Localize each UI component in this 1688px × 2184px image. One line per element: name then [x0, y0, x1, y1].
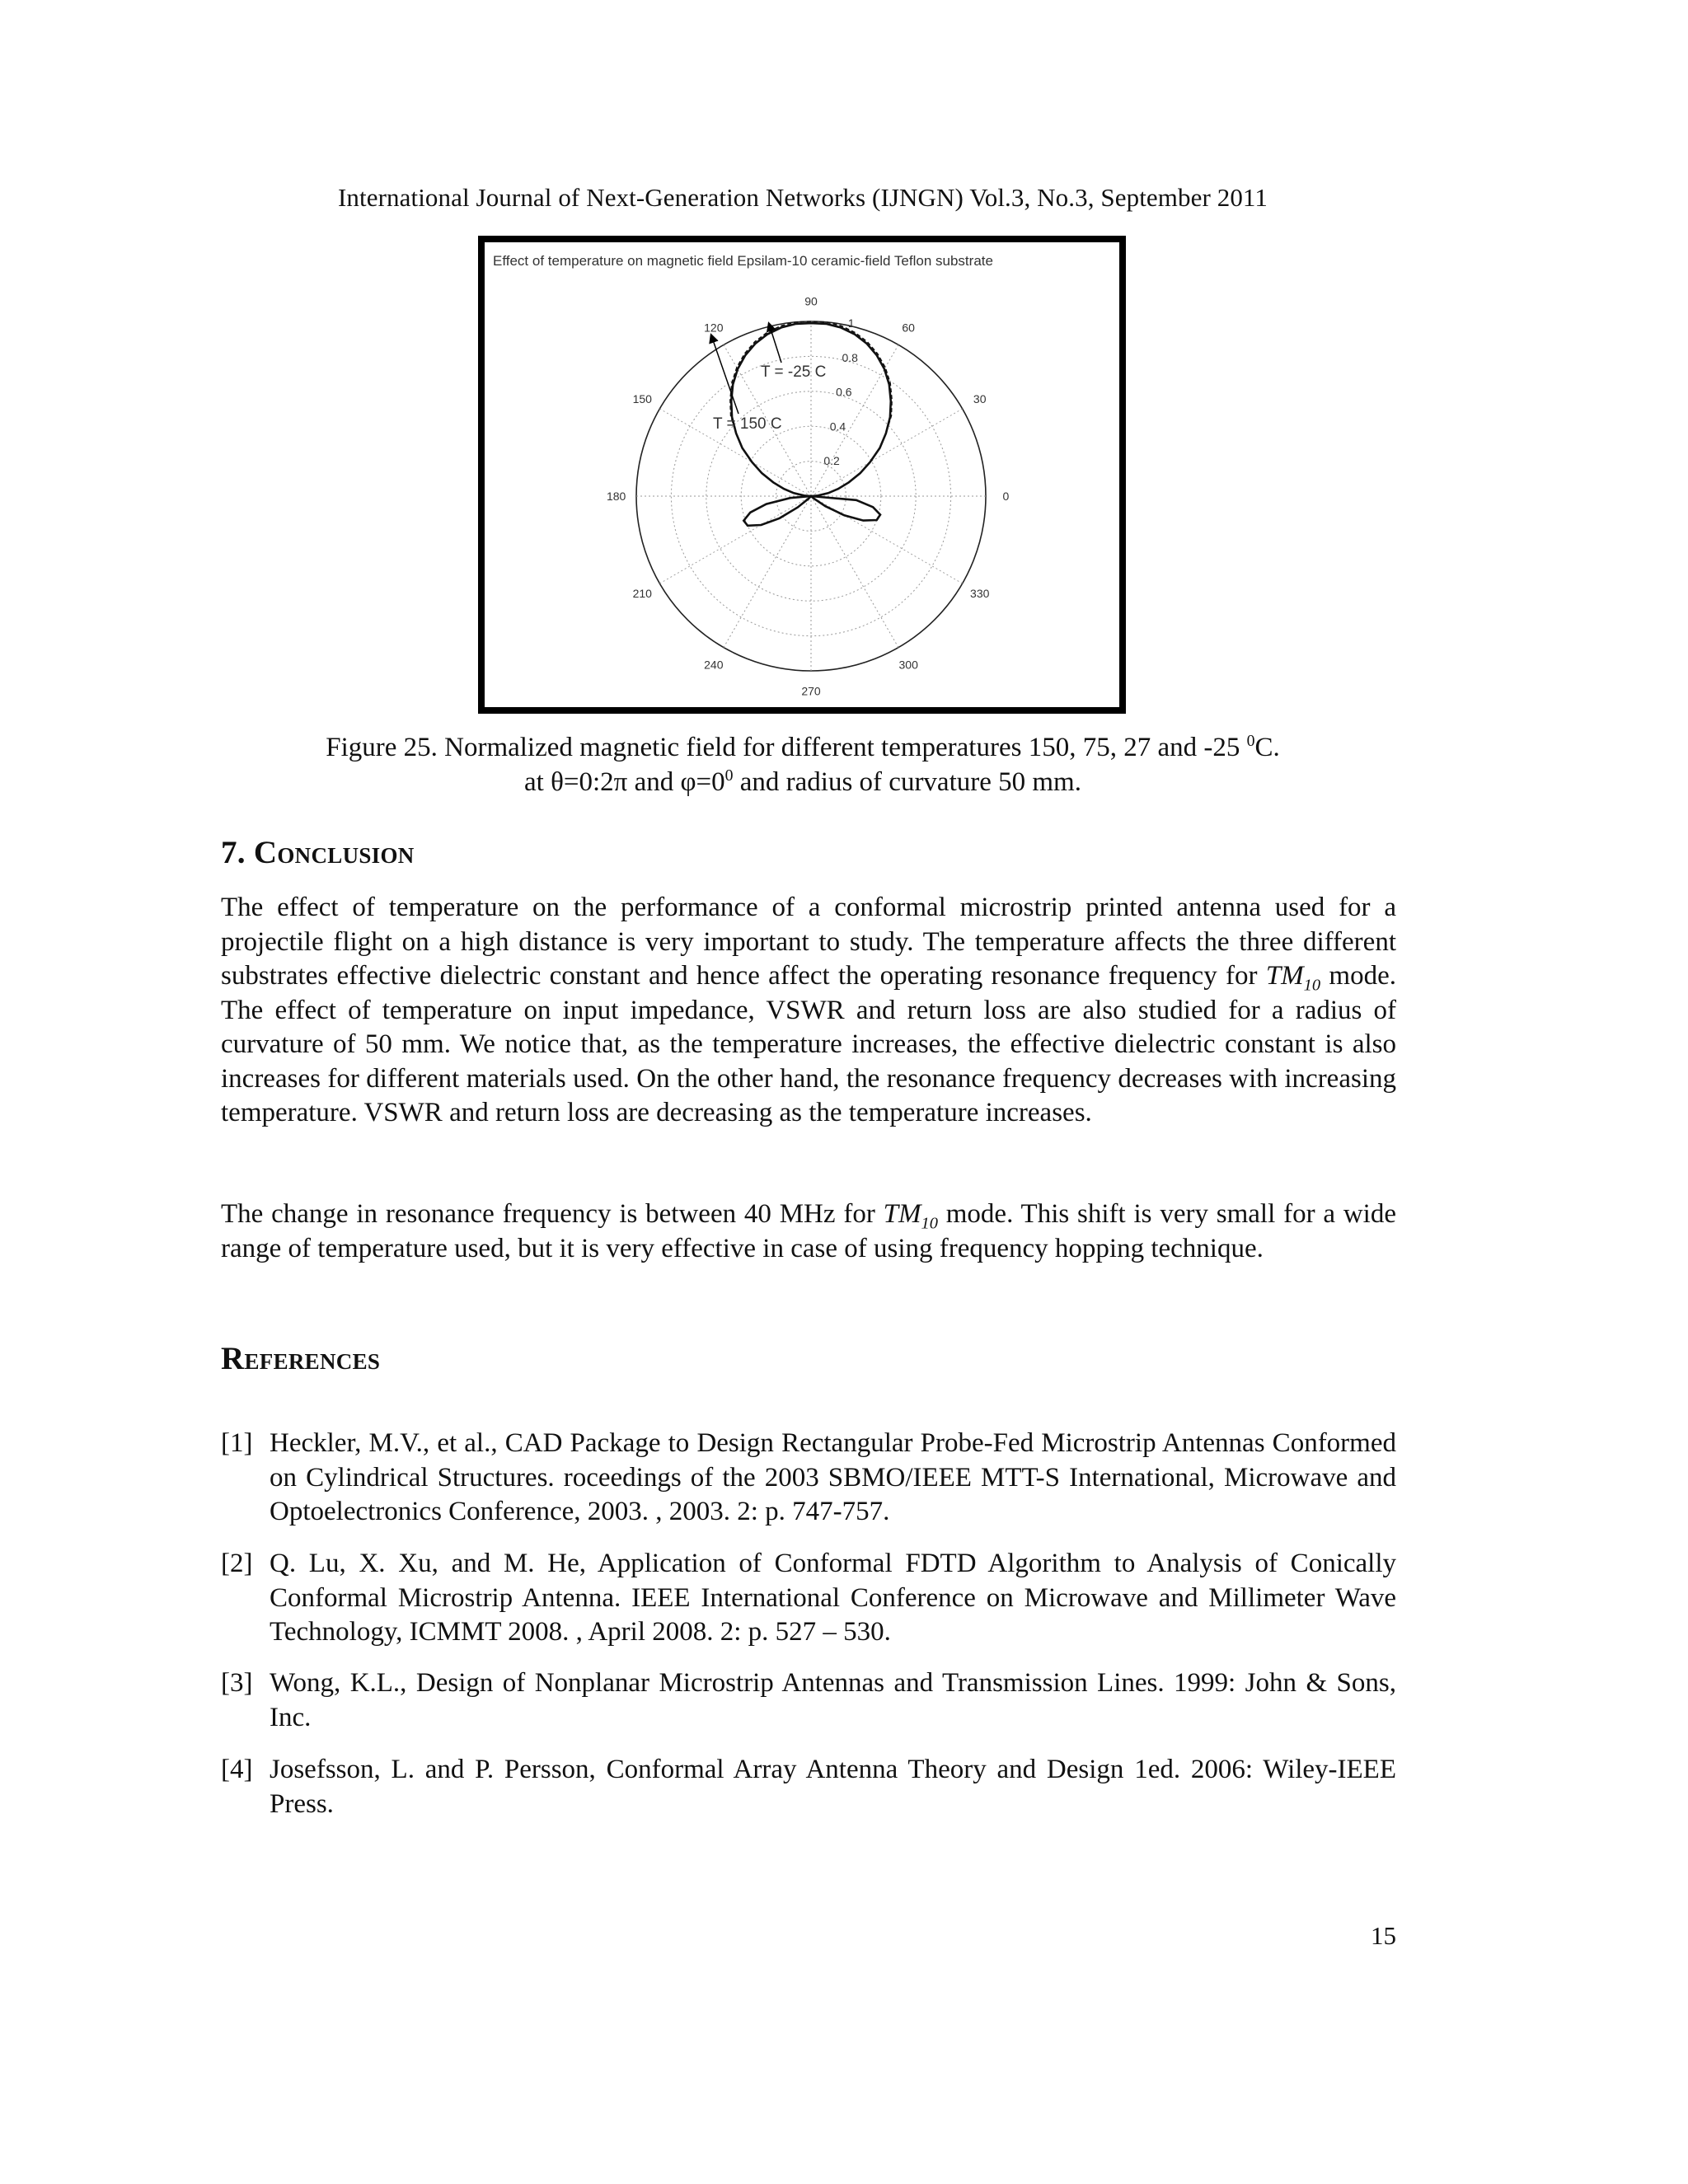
polar-chart — [485, 242, 1119, 707]
angle-tick-label: 90 — [804, 294, 818, 308]
reference-item: [1] Heckler, M.V., et al., CAD Package to Design Rectangular Probe-Fed Microstrip Antennas Conformed on Cylindrical Structures. roceedings of the 2003 SBMO/IEEE MTT-S International, Microwave and Optoelectronics Conference, 2003. , 2003. 2: p. 747-757. — [221, 1428, 1396, 1526]
conclusion-paragraph-1: The effect of temperature on the performance of a conformal microstrip printed antenna used for a projectile flight on a high distance is very important to study. The temperature affects the three different substrates effective dielectric constant and hence affect the operating resonance frequency for $TM_{10}$ mode. The effect of temperature on input impedance, VSWR and return loss are also studied for a radius of curvature of 50 mm. We notice that, as the temperature increases, the effective dielectric constant is also increases for different materials used. On the other hand, the resonance frequency decreases with increasing temperature. VSWR and return loss are decreasing as the temperature increases. — [221, 893, 1396, 1127]
figure-caption-line1: Figure 25. Normalized magnetic field for different temperatures 150, 75, 27 and -25 $^0$C. — [326, 732, 1280, 762]
angle-tick-label: 30 — [973, 391, 987, 405]
section-title-references: References — [221, 1341, 381, 1376]
running-header: International Journal of Next-Generation Networks (IJNGN) Vol.3, No.3, September 2011 — [338, 183, 1268, 212]
reference-item: [4] Josefsson, L. and P. Persson, Conformal Array Antenna Theory and Design 1ed. 2006: Wiley-IEEE Press. — [221, 1755, 1396, 1819]
chart-title: Effect of temperature on magnetic field Epsilam-10 ceramic-field Teflon substrate — [493, 253, 993, 269]
grid-spoke — [659, 496, 811, 583]
radial-tick-label: 1 — [847, 316, 855, 330]
conclusion-paragraph-2: The change in resonance frequency is between 40 MHz for $TM_{10}$ mode. This shift is very small for a wide range of temperature used, but it is very effective in case of using frequency hopping technique. — [221, 1199, 1396, 1263]
annotation-t-minus25: T = -25 C — [761, 363, 827, 381]
radial-tick-label: 0.8 — [842, 350, 858, 364]
grid-spoke — [724, 496, 811, 648]
annotation-t-150: T = 150 C — [713, 415, 782, 433]
angle-tick-label: 0 — [1002, 490, 1010, 503]
angle-tick-label: 120 — [704, 321, 724, 335]
angle-tick-label: 210 — [632, 587, 652, 601]
figure-polar-plot — [478, 236, 1126, 714]
angle-tick-label: 330 — [970, 587, 990, 601]
figure-caption-line2: at θ=0:2π and $\varphi=0^0$ and radius of curvature 50 mm. — [524, 766, 1081, 797]
polar-annotations — [711, 324, 826, 433]
radial-tick-label: 0.2 — [823, 454, 840, 468]
angle-tick-label: 180 — [606, 490, 626, 503]
angle-tick-label: 150 — [632, 391, 652, 405]
angle-tick-label: 240 — [704, 658, 724, 672]
page-number: 15 — [1371, 1921, 1396, 1950]
angle-tick-label: 270 — [801, 684, 821, 698]
radial-tick-label: 0.6 — [836, 385, 852, 399]
reference-item: [2] Q. Lu, X. Xu, and M. He, Application of Conformal FDTD Algorithm to Analysis of Conically Conformal Microstrip Antenna. IEEE International Conference on Microwave and Millimeter Wave Technology, ICMMT 2008. , April 2008. 2: p. 527 – 530. — [221, 1549, 1396, 1647]
section-title-conclusion: 7. Conclusion — [221, 835, 415, 870]
angle-tick-label: 300 — [898, 658, 918, 672]
angle-tick-label: 60 — [902, 321, 915, 335]
radial-tick-label: 0.4 — [829, 419, 846, 434]
reference-item: [3] Wong, K.L., Design of Nonplanar Microstrip Antennas and Transmission Lines. 1999: John & Sons, Inc. — [221, 1668, 1396, 1732]
